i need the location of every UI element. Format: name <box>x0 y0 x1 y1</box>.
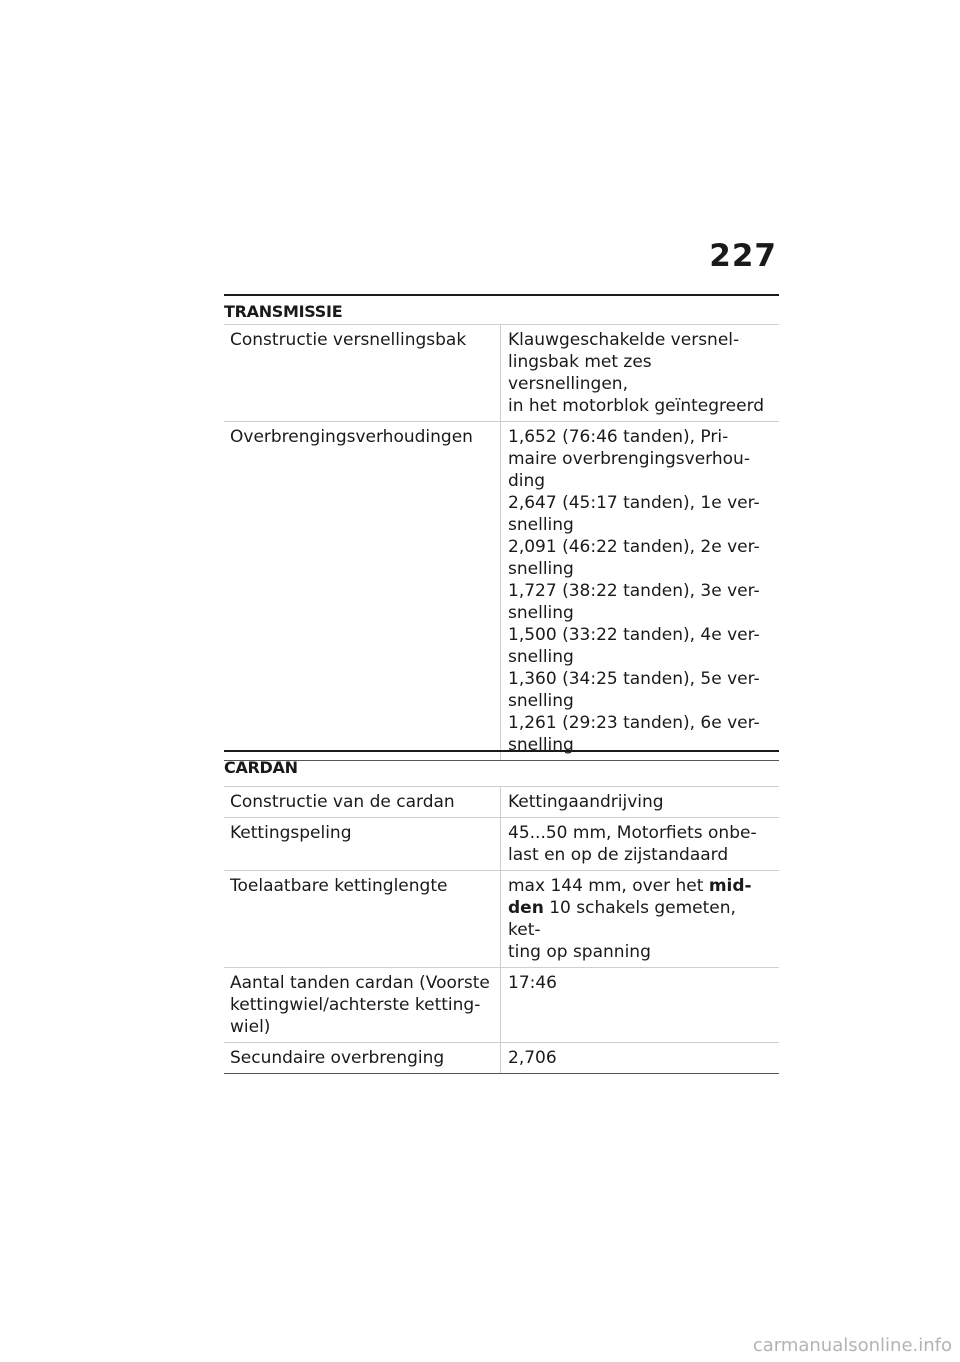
section-title-cardan: CARDAN <box>224 758 298 777</box>
row-label: Overbrengingsverhoudingen <box>224 422 501 761</box>
row-value <box>501 818 780 871</box>
section-transmissie <box>224 294 779 761</box>
table-row <box>224 422 779 761</box>
value-line: snelling <box>508 647 574 667</box>
row-value: 2,706 <box>501 1043 780 1074</box>
row-label <box>224 968 501 1043</box>
row-value: 17:46 <box>501 968 780 1043</box>
value-line: ting op spanning <box>508 942 651 962</box>
row-value <box>501 871 780 968</box>
value-line: snelling <box>508 559 574 579</box>
value-line: 1,500 (33:22 tanden), 4e ver- <box>508 625 760 645</box>
value-line: 1,652 (76:46 tanden), Pri- <box>508 427 729 447</box>
row-value <box>501 422 780 761</box>
label-line: kettingwiel/achterste ketting- <box>230 995 481 1015</box>
row-value <box>501 325 780 422</box>
value-line: 2,091 (46:22 tanden), 2e ver- <box>508 537 760 557</box>
watermark: carmanualsonline.info <box>752 1335 952 1356</box>
table-row <box>224 871 779 968</box>
table-row <box>224 1043 779 1074</box>
value-line: snelling <box>508 735 574 755</box>
value-line: lingsbak met zes versnellingen, <box>508 352 652 394</box>
value-line: 1,360 (34:25 tanden), 5e ver- <box>508 669 760 689</box>
value-text: max 144 mm, over het <box>508 876 709 896</box>
row-label: Constructie van de cardan <box>224 787 501 818</box>
section-title-transmissie: TRANSMISSIE <box>224 302 343 321</box>
value-line: snelling <box>508 603 574 623</box>
table-row <box>224 818 779 871</box>
value-text: 10 schakels gemeten, ket- <box>508 898 736 940</box>
value-line: maire overbrengingsverhou- <box>508 449 750 469</box>
section-divider <box>224 294 779 296</box>
value-line: last en op de zijstandaard <box>508 845 729 865</box>
row-label: Kettingspeling <box>224 818 501 871</box>
label-line: Aantal tanden cardan (Voorste <box>230 973 490 993</box>
table-row <box>224 325 779 422</box>
value-line: snelling <box>508 515 574 535</box>
value-line: 1,261 (29:23 tanden), 6e ver- <box>508 713 760 733</box>
table-row <box>224 968 779 1043</box>
value-line: Klauwgeschakelde versnel- <box>508 330 740 350</box>
value-line: ding <box>508 471 546 491</box>
value-line: in het motorblok geïntegreerd <box>508 396 765 416</box>
value-line: 2,647 (45:17 tanden), 1e ver- <box>508 493 760 513</box>
transmissie-table <box>224 324 779 761</box>
value-line <box>508 897 773 941</box>
label-line: wiel) <box>230 1017 271 1037</box>
row-label: Secundaire overbrenging <box>224 1043 501 1074</box>
row-value: Kettingaandrijving <box>501 787 780 818</box>
value-line <box>508 875 773 897</box>
row-label: Toelaatbare kettinglengte <box>224 871 501 968</box>
section-cardan <box>224 750 779 1074</box>
section-divider <box>224 750 779 752</box>
row-label: Constructie versnellingsbak <box>224 325 501 422</box>
value-emphasis: mid- <box>708 876 752 896</box>
value-line: 45...50 mm, Motorfiets onbe- <box>508 823 757 843</box>
page-number: 227 <box>709 238 777 274</box>
value-line: snelling <box>508 691 574 711</box>
cardan-table <box>224 786 779 1074</box>
value-emphasis: den <box>508 898 544 918</box>
table-row <box>224 787 779 818</box>
value-line: 1,727 (38:22 tanden), 3e ver- <box>508 581 760 601</box>
